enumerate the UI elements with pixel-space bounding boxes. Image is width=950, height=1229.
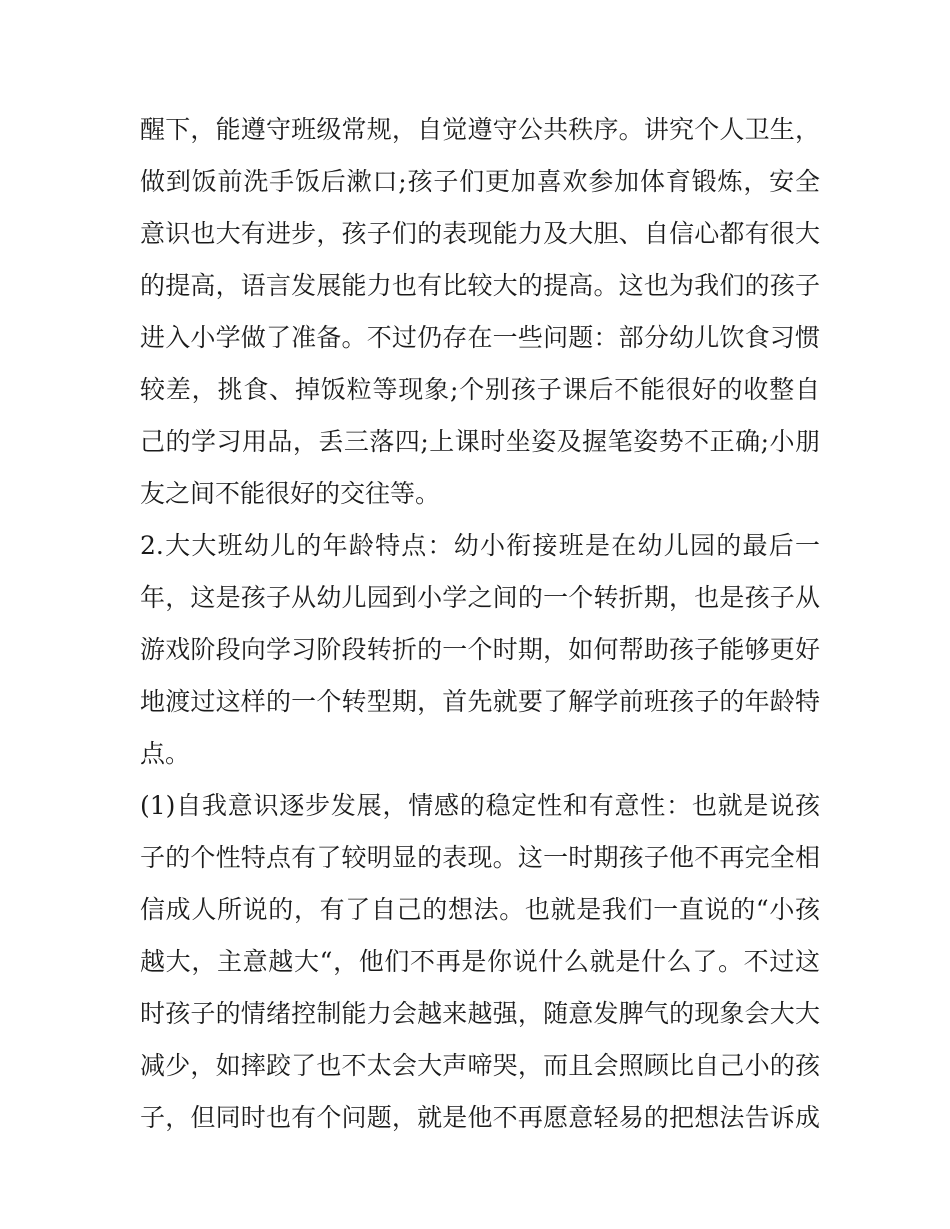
text-line: 时孩子的情绪控制能力会越来越强，随意发脾气的现象会大大 — [140, 999, 820, 1028]
text-line: 年，这是孩子从幼儿园到小学之间的一个转折期，也是孩子从 — [140, 583, 820, 612]
section-heading-line: 2.大大班幼儿的年龄特点：幼小衔接班是在幼儿园的最后一 — [140, 531, 820, 560]
text-line: 信成人所说的，有了自己的想法。也就是我们一直说的“小孩 — [140, 895, 820, 924]
text-line: 友之间不能很好的交往等。 — [140, 479, 441, 508]
subsection-heading-line: (1)自我意识逐步发展，情感的稳定性和有意性：也就是说孩 — [140, 791, 820, 820]
text-line: 减少，如摔跤了也不太会大声啼哭，而且会照顾比自己小的孩 — [140, 1051, 820, 1080]
text-line: 进入小学做了准备。不过仍存在一些问题：部分幼儿饮食习惯 — [140, 323, 820, 352]
text-line: 越大，主意越大“，他们不再是你说什么就是什么了。不过这 — [140, 947, 820, 976]
text-line: 醒下，能遵守班级常规，自觉遵守公共秩序。讲究个人卫生， — [140, 115, 820, 144]
text-line: 游戏阶段向学习阶段转折的一个时期，如何帮助孩子能够更好 — [140, 635, 820, 664]
text-line: 意识也大有进步，孩子们的表现能力及大胆、自信心都有很大 — [140, 219, 820, 248]
text-line: 子的个性特点有了较明显的表现。这一时期孩子他不再完全相 — [140, 843, 820, 872]
text-line: 点。 — [140, 739, 191, 768]
text-line: 的提高，语言发展能力也有比较大的提高。这也为我们的孩子 — [140, 271, 820, 300]
text-line: 子，但同时也有个问题，就是他不再愿意轻易的把想法告诉成 — [140, 1103, 820, 1132]
text-line: 己的学习用品，丢三落四;上课时坐姿及握笔姿势不正确;小朋 — [140, 427, 820, 456]
document-body — [140, 104, 820, 1144]
text-line: 做到饭前洗手饭后漱口;孩子们更加喜欢参加体育锻炼，安全 — [140, 167, 820, 196]
text-line: 地渡过这样的一个转型期，首先就要了解学前班孩子的年龄特 — [140, 687, 820, 716]
text-line: 较差，挑食、掉饭粒等现象;个别孩子课后不能很好的收整自 — [140, 375, 820, 404]
